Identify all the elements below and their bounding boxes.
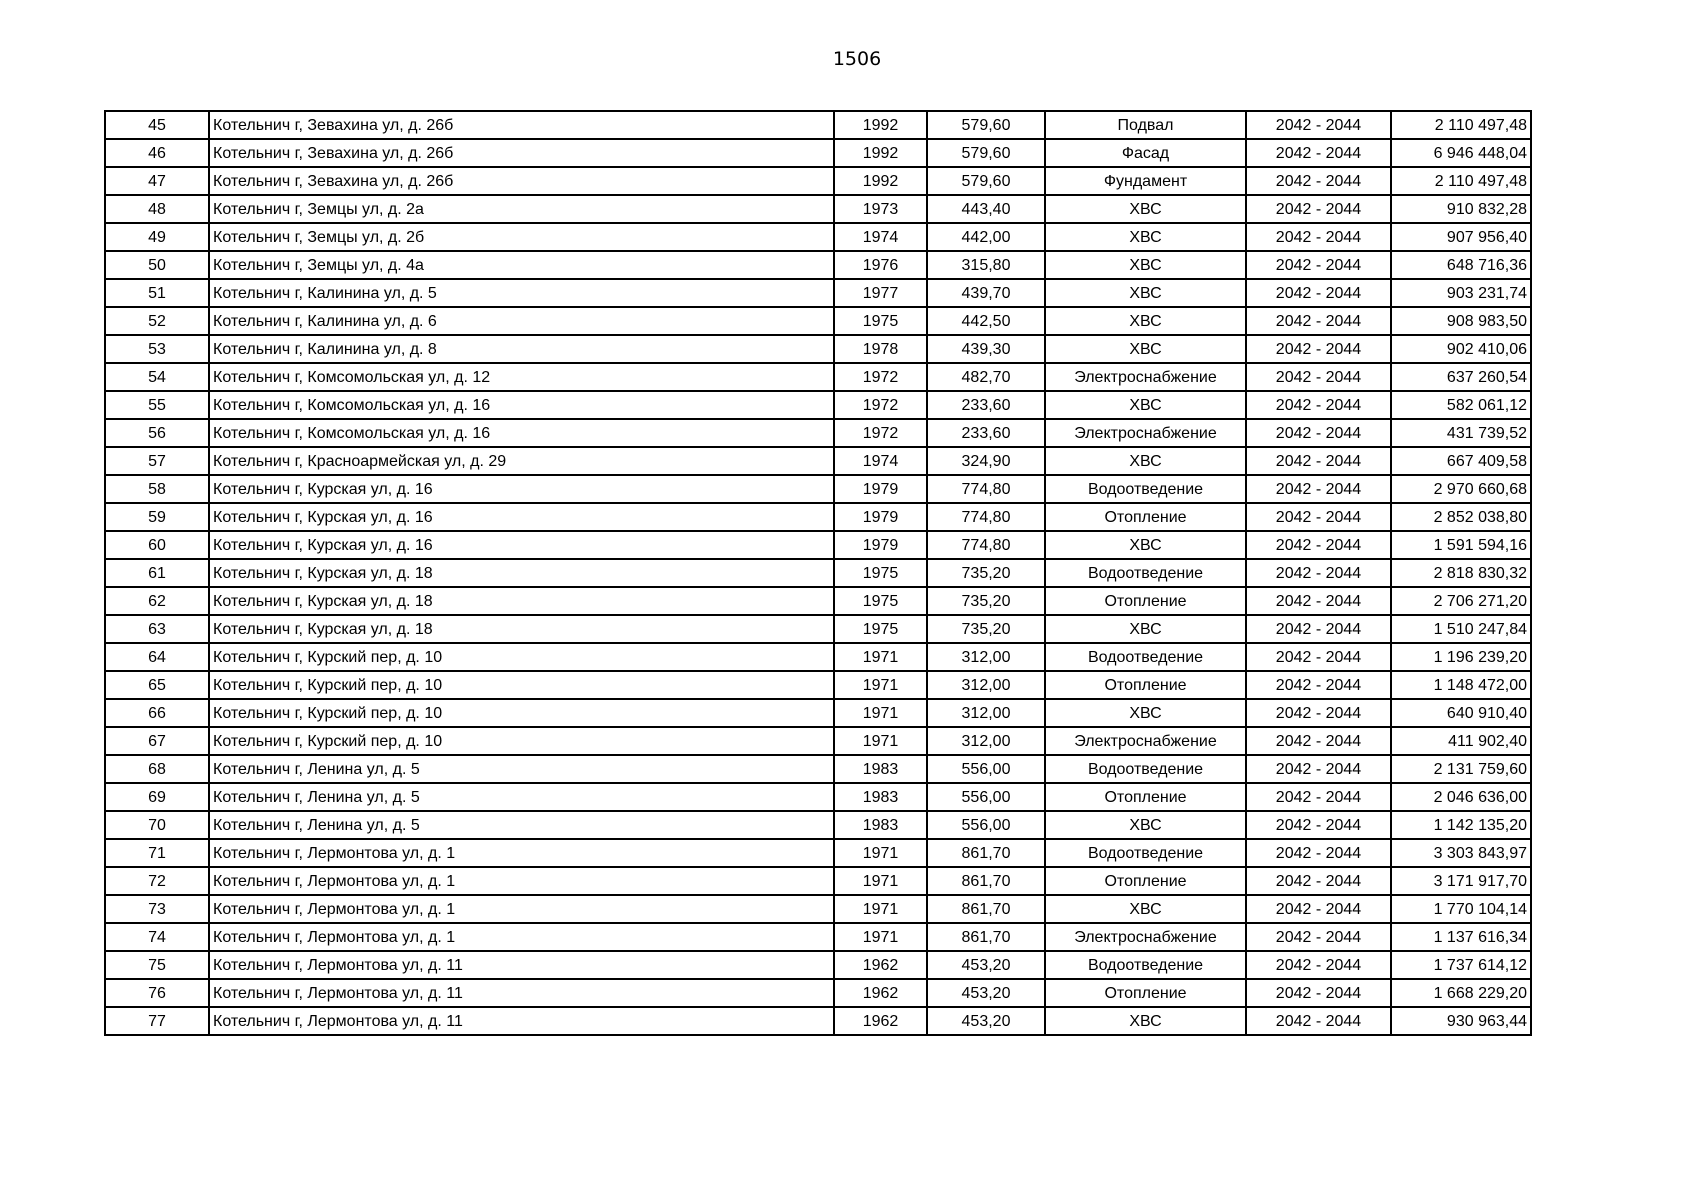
table-row	[105, 167, 1531, 195]
year-cell: 1983	[834, 811, 927, 839]
row-number-cell: 61	[105, 559, 209, 587]
cost-cell: 1 142 135,20	[1391, 811, 1531, 839]
table-row	[105, 587, 1531, 615]
address-cell: Котельнич г, Красноармейская ул, д. 29	[209, 447, 834, 475]
area-cell: 579,60	[927, 139, 1045, 167]
row-number-cell: 54	[105, 363, 209, 391]
year-cell: 1971	[834, 727, 927, 755]
table-row	[105, 447, 1531, 475]
year-cell: 1962	[834, 951, 927, 979]
work-type-cell: Водоотведение	[1045, 475, 1246, 503]
area-cell: 735,20	[927, 559, 1045, 587]
address-cell: Котельнич г, Калинина ул, д. 8	[209, 335, 834, 363]
row-number-cell: 46	[105, 139, 209, 167]
cost-cell: 3 171 917,70	[1391, 867, 1531, 895]
period-cell: 2042 - 2044	[1246, 895, 1391, 923]
work-type-cell: Отопление	[1045, 671, 1246, 699]
work-type-cell: ХВС	[1045, 447, 1246, 475]
table-row	[105, 195, 1531, 223]
period-cell: 2042 - 2044	[1246, 251, 1391, 279]
table-row	[105, 671, 1531, 699]
year-cell: 1972	[834, 419, 927, 447]
area-cell: 735,20	[927, 587, 1045, 615]
address-cell: Котельнич г, Земцы ул, д. 2б	[209, 223, 834, 251]
row-number-cell: 56	[105, 419, 209, 447]
period-cell: 2042 - 2044	[1246, 559, 1391, 587]
work-type-cell: Электроснабжение	[1045, 363, 1246, 391]
cost-cell: 2 046 636,00	[1391, 783, 1531, 811]
address-cell: Котельнич г, Курская ул, д. 16	[209, 475, 834, 503]
address-cell: Котельнич г, Лермонтова ул, д. 1	[209, 895, 834, 923]
period-cell: 2042 - 2044	[1246, 699, 1391, 727]
cost-cell: 1 737 614,12	[1391, 951, 1531, 979]
table-row	[105, 419, 1531, 447]
period-cell: 2042 - 2044	[1246, 335, 1391, 363]
year-cell: 1992	[834, 111, 927, 139]
cost-cell: 908 983,50	[1391, 307, 1531, 335]
year-cell: 1973	[834, 195, 927, 223]
year-cell: 1962	[834, 1007, 927, 1035]
year-cell: 1975	[834, 559, 927, 587]
table-row	[105, 111, 1531, 139]
row-number-cell: 47	[105, 167, 209, 195]
period-cell: 2042 - 2044	[1246, 111, 1391, 139]
year-cell: 1971	[834, 839, 927, 867]
address-cell: Котельнич г, Курская ул, д. 18	[209, 587, 834, 615]
work-type-cell: ХВС	[1045, 391, 1246, 419]
row-number-cell: 51	[105, 279, 209, 307]
area-cell: 315,80	[927, 251, 1045, 279]
cost-cell: 2 852 038,80	[1391, 503, 1531, 531]
work-type-cell: ХВС	[1045, 307, 1246, 335]
row-number-cell: 70	[105, 811, 209, 839]
cost-cell: 1 668 229,20	[1391, 979, 1531, 1007]
address-cell: Котельнич г, Лермонтова ул, д. 1	[209, 867, 834, 895]
table-row	[105, 139, 1531, 167]
area-cell: 453,20	[927, 1007, 1045, 1035]
year-cell: 1976	[834, 251, 927, 279]
year-cell: 1971	[834, 671, 927, 699]
period-cell: 2042 - 2044	[1246, 391, 1391, 419]
work-type-cell: Электроснабжение	[1045, 727, 1246, 755]
year-cell: 1979	[834, 475, 927, 503]
work-type-cell: ХВС	[1045, 251, 1246, 279]
year-cell: 1971	[834, 867, 927, 895]
address-cell: Котельнич г, Курский пер, д. 10	[209, 643, 834, 671]
address-cell: Котельнич г, Комсомольская ул, д. 16	[209, 391, 834, 419]
table-row	[105, 951, 1531, 979]
row-number-cell: 75	[105, 951, 209, 979]
row-number-cell: 55	[105, 391, 209, 419]
period-cell: 2042 - 2044	[1246, 755, 1391, 783]
year-cell: 1972	[834, 363, 927, 391]
cost-cell: 2 110 497,48	[1391, 111, 1531, 139]
period-cell: 2042 - 2044	[1246, 783, 1391, 811]
work-type-cell: Подвал	[1045, 111, 1246, 139]
table-row	[105, 979, 1531, 1007]
address-cell: Котельнич г, Лермонтова ул, д. 1	[209, 839, 834, 867]
year-cell: 1983	[834, 783, 927, 811]
cost-cell: 640 910,40	[1391, 699, 1531, 727]
cost-cell: 6 946 448,04	[1391, 139, 1531, 167]
work-type-cell: ХВС	[1045, 699, 1246, 727]
work-type-cell: Фасад	[1045, 139, 1246, 167]
table-row	[105, 335, 1531, 363]
register-table-body	[105, 111, 1531, 1035]
row-number-cell: 59	[105, 503, 209, 531]
register-table	[104, 110, 1532, 1036]
row-number-cell: 74	[105, 923, 209, 951]
year-cell: 1975	[834, 587, 927, 615]
table-row	[105, 727, 1531, 755]
row-number-cell: 68	[105, 755, 209, 783]
work-type-cell: Отопление	[1045, 503, 1246, 531]
work-type-cell: Водоотведение	[1045, 559, 1246, 587]
work-type-cell: Водоотведение	[1045, 755, 1246, 783]
year-cell: 1978	[834, 335, 927, 363]
year-cell: 1971	[834, 923, 927, 951]
cost-cell: 930 963,44	[1391, 1007, 1531, 1035]
row-number-cell: 76	[105, 979, 209, 1007]
row-number-cell: 57	[105, 447, 209, 475]
address-cell: Котельнич г, Курский пер, д. 10	[209, 699, 834, 727]
year-cell: 1992	[834, 139, 927, 167]
table-row	[105, 699, 1531, 727]
cost-cell: 582 061,12	[1391, 391, 1531, 419]
year-cell: 1971	[834, 895, 927, 923]
work-type-cell: Отопление	[1045, 867, 1246, 895]
work-type-cell: Водоотведение	[1045, 839, 1246, 867]
work-type-cell: Фундамент	[1045, 167, 1246, 195]
area-cell: 233,60	[927, 419, 1045, 447]
table-row	[105, 895, 1531, 923]
period-cell: 2042 - 2044	[1246, 195, 1391, 223]
cost-cell: 431 739,52	[1391, 419, 1531, 447]
area-cell: 556,00	[927, 783, 1045, 811]
year-cell: 1962	[834, 979, 927, 1007]
cost-cell: 2 110 497,48	[1391, 167, 1531, 195]
address-cell: Котельнич г, Курский пер, д. 10	[209, 671, 834, 699]
row-number-cell: 49	[105, 223, 209, 251]
cost-cell: 648 716,36	[1391, 251, 1531, 279]
period-cell: 2042 - 2044	[1246, 279, 1391, 307]
period-cell: 2042 - 2044	[1246, 475, 1391, 503]
area-cell: 312,00	[927, 727, 1045, 755]
table-row	[105, 811, 1531, 839]
work-type-cell: ХВС	[1045, 811, 1246, 839]
address-cell: Котельнич г, Курский пер, д. 10	[209, 727, 834, 755]
row-number-cell: 72	[105, 867, 209, 895]
table-row	[105, 475, 1531, 503]
area-cell: 482,70	[927, 363, 1045, 391]
work-type-cell: Отопление	[1045, 783, 1246, 811]
address-cell: Котельнич г, Калинина ул, д. 6	[209, 307, 834, 335]
address-cell: Котельнич г, Зевахина ул, д. 26б	[209, 167, 834, 195]
area-cell: 735,20	[927, 615, 1045, 643]
cost-cell: 2 970 660,68	[1391, 475, 1531, 503]
table-row	[105, 839, 1531, 867]
row-number-cell: 71	[105, 839, 209, 867]
table-row	[105, 531, 1531, 559]
year-cell: 1974	[834, 223, 927, 251]
row-number-cell: 62	[105, 587, 209, 615]
area-cell: 439,70	[927, 279, 1045, 307]
row-number-cell: 77	[105, 1007, 209, 1035]
table-row	[105, 755, 1531, 783]
period-cell: 2042 - 2044	[1246, 363, 1391, 391]
period-cell: 2042 - 2044	[1246, 223, 1391, 251]
work-type-cell: Электроснабжение	[1045, 923, 1246, 951]
work-type-cell: ХВС	[1045, 615, 1246, 643]
row-number-cell: 64	[105, 643, 209, 671]
address-cell: Котельнич г, Курская ул, д. 18	[209, 559, 834, 587]
period-cell: 2042 - 2044	[1246, 307, 1391, 335]
year-cell: 1974	[834, 447, 927, 475]
table-row	[105, 867, 1531, 895]
address-cell: Котельнич г, Ленина ул, д. 5	[209, 755, 834, 783]
cost-cell: 907 956,40	[1391, 223, 1531, 251]
table-row	[105, 923, 1531, 951]
address-cell: Котельнич г, Лермонтова ул, д. 11	[209, 1007, 834, 1035]
area-cell: 556,00	[927, 755, 1045, 783]
row-number-cell: 50	[105, 251, 209, 279]
year-cell: 1983	[834, 755, 927, 783]
row-number-cell: 66	[105, 699, 209, 727]
period-cell: 2042 - 2044	[1246, 139, 1391, 167]
work-type-cell: Водоотведение	[1045, 951, 1246, 979]
address-cell: Котельнич г, Зевахина ул, д. 26б	[209, 139, 834, 167]
period-cell: 2042 - 2044	[1246, 811, 1391, 839]
address-cell: Котельнич г, Курская ул, д. 18	[209, 615, 834, 643]
address-cell: Котельнич г, Калинина ул, д. 5	[209, 279, 834, 307]
page-number: 1506	[832, 48, 882, 70]
address-cell: Котельнич г, Курская ул, д. 16	[209, 503, 834, 531]
table-row	[105, 615, 1531, 643]
year-cell: 1975	[834, 307, 927, 335]
row-number-cell: 58	[105, 475, 209, 503]
work-type-cell: ХВС	[1045, 335, 1246, 363]
row-number-cell: 69	[105, 783, 209, 811]
area-cell: 579,60	[927, 167, 1045, 195]
work-type-cell: Отопление	[1045, 587, 1246, 615]
period-cell: 2042 - 2044	[1246, 643, 1391, 671]
year-cell: 1979	[834, 503, 927, 531]
table-row	[105, 503, 1531, 531]
area-cell: 774,80	[927, 503, 1045, 531]
cost-cell: 1 510 247,84	[1391, 615, 1531, 643]
row-number-cell: 53	[105, 335, 209, 363]
period-cell: 2042 - 2044	[1246, 167, 1391, 195]
period-cell: 2042 - 2044	[1246, 1007, 1391, 1035]
work-type-cell: ХВС	[1045, 195, 1246, 223]
address-cell: Котельнич г, Комсомольская ул, д. 12	[209, 363, 834, 391]
area-cell: 439,30	[927, 335, 1045, 363]
area-cell: 861,70	[927, 895, 1045, 923]
area-cell: 312,00	[927, 671, 1045, 699]
area-cell: 312,00	[927, 699, 1045, 727]
year-cell: 1992	[834, 167, 927, 195]
row-number-cell: 45	[105, 111, 209, 139]
area-cell: 861,70	[927, 923, 1045, 951]
year-cell: 1975	[834, 615, 927, 643]
cost-cell: 1 770 104,14	[1391, 895, 1531, 923]
address-cell: Котельнич г, Курская ул, д. 16	[209, 531, 834, 559]
address-cell: Котельнич г, Зевахина ул, д. 26б	[209, 111, 834, 139]
year-cell: 1971	[834, 643, 927, 671]
address-cell: Котельнич г, Земцы ул, д. 2а	[209, 195, 834, 223]
work-type-cell: Электроснабжение	[1045, 419, 1246, 447]
cost-cell: 411 902,40	[1391, 727, 1531, 755]
work-type-cell: ХВС	[1045, 1007, 1246, 1035]
work-type-cell: Водоотведение	[1045, 643, 1246, 671]
row-number-cell: 48	[105, 195, 209, 223]
area-cell: 443,40	[927, 195, 1045, 223]
address-cell: Котельнич г, Лермонтова ул, д. 1	[209, 923, 834, 951]
address-cell: Котельнич г, Комсомольская ул, д. 16	[209, 419, 834, 447]
year-cell: 1979	[834, 531, 927, 559]
table-row	[105, 391, 1531, 419]
table-row	[105, 783, 1531, 811]
table-row	[105, 307, 1531, 335]
table-row	[105, 1007, 1531, 1035]
area-cell: 774,80	[927, 475, 1045, 503]
cost-cell: 637 260,54	[1391, 363, 1531, 391]
area-cell: 442,50	[927, 307, 1045, 335]
cost-cell: 1 196 239,20	[1391, 643, 1531, 671]
cost-cell: 1 591 594,16	[1391, 531, 1531, 559]
period-cell: 2042 - 2044	[1246, 839, 1391, 867]
cost-cell: 3 303 843,97	[1391, 839, 1531, 867]
table-row	[105, 223, 1531, 251]
address-cell: Котельнич г, Земцы ул, д. 4а	[209, 251, 834, 279]
period-cell: 2042 - 2044	[1246, 503, 1391, 531]
area-cell: 453,20	[927, 979, 1045, 1007]
area-cell: 442,00	[927, 223, 1045, 251]
period-cell: 2042 - 2044	[1246, 923, 1391, 951]
table-row	[105, 251, 1531, 279]
area-cell: 861,70	[927, 839, 1045, 867]
address-cell: Котельнич г, Ленина ул, д. 5	[209, 783, 834, 811]
year-cell: 1972	[834, 391, 927, 419]
area-cell: 453,20	[927, 951, 1045, 979]
period-cell: 2042 - 2044	[1246, 727, 1391, 755]
cost-cell: 2 131 759,60	[1391, 755, 1531, 783]
area-cell: 556,00	[927, 811, 1045, 839]
cost-cell: 2 706 271,20	[1391, 587, 1531, 615]
area-cell: 774,80	[927, 531, 1045, 559]
table-row	[105, 559, 1531, 587]
cost-cell: 1 148 472,00	[1391, 671, 1531, 699]
table-row	[105, 279, 1531, 307]
area-cell: 312,00	[927, 643, 1045, 671]
cost-cell: 2 818 830,32	[1391, 559, 1531, 587]
year-cell: 1977	[834, 279, 927, 307]
period-cell: 2042 - 2044	[1246, 615, 1391, 643]
period-cell: 2042 - 2044	[1246, 867, 1391, 895]
period-cell: 2042 - 2044	[1246, 419, 1391, 447]
area-cell: 324,90	[927, 447, 1045, 475]
table-row	[105, 363, 1531, 391]
period-cell: 2042 - 2044	[1246, 979, 1391, 1007]
period-cell: 2042 - 2044	[1246, 671, 1391, 699]
area-cell: 579,60	[927, 111, 1045, 139]
period-cell: 2042 - 2044	[1246, 951, 1391, 979]
row-number-cell: 63	[105, 615, 209, 643]
address-cell: Котельнич г, Лермонтова ул, д. 11	[209, 951, 834, 979]
cost-cell: 903 231,74	[1391, 279, 1531, 307]
row-number-cell: 65	[105, 671, 209, 699]
work-type-cell: ХВС	[1045, 895, 1246, 923]
row-number-cell: 60	[105, 531, 209, 559]
cost-cell: 667 409,58	[1391, 447, 1531, 475]
row-number-cell: 73	[105, 895, 209, 923]
row-number-cell: 52	[105, 307, 209, 335]
address-cell: Котельнич г, Лермонтова ул, д. 11	[209, 979, 834, 1007]
period-cell: 2042 - 2044	[1246, 531, 1391, 559]
area-cell: 233,60	[927, 391, 1045, 419]
work-type-cell: ХВС	[1045, 223, 1246, 251]
cost-cell: 1 137 616,34	[1391, 923, 1531, 951]
cost-cell: 910 832,28	[1391, 195, 1531, 223]
period-cell: 2042 - 2044	[1246, 587, 1391, 615]
area-cell: 861,70	[927, 867, 1045, 895]
work-type-cell: Отопление	[1045, 979, 1246, 1007]
row-number-cell: 67	[105, 727, 209, 755]
period-cell: 2042 - 2044	[1246, 447, 1391, 475]
address-cell: Котельнич г, Ленина ул, д. 5	[209, 811, 834, 839]
cost-cell: 902 410,06	[1391, 335, 1531, 363]
table-row	[105, 643, 1531, 671]
year-cell: 1971	[834, 699, 927, 727]
work-type-cell: ХВС	[1045, 279, 1246, 307]
work-type-cell: ХВС	[1045, 531, 1246, 559]
